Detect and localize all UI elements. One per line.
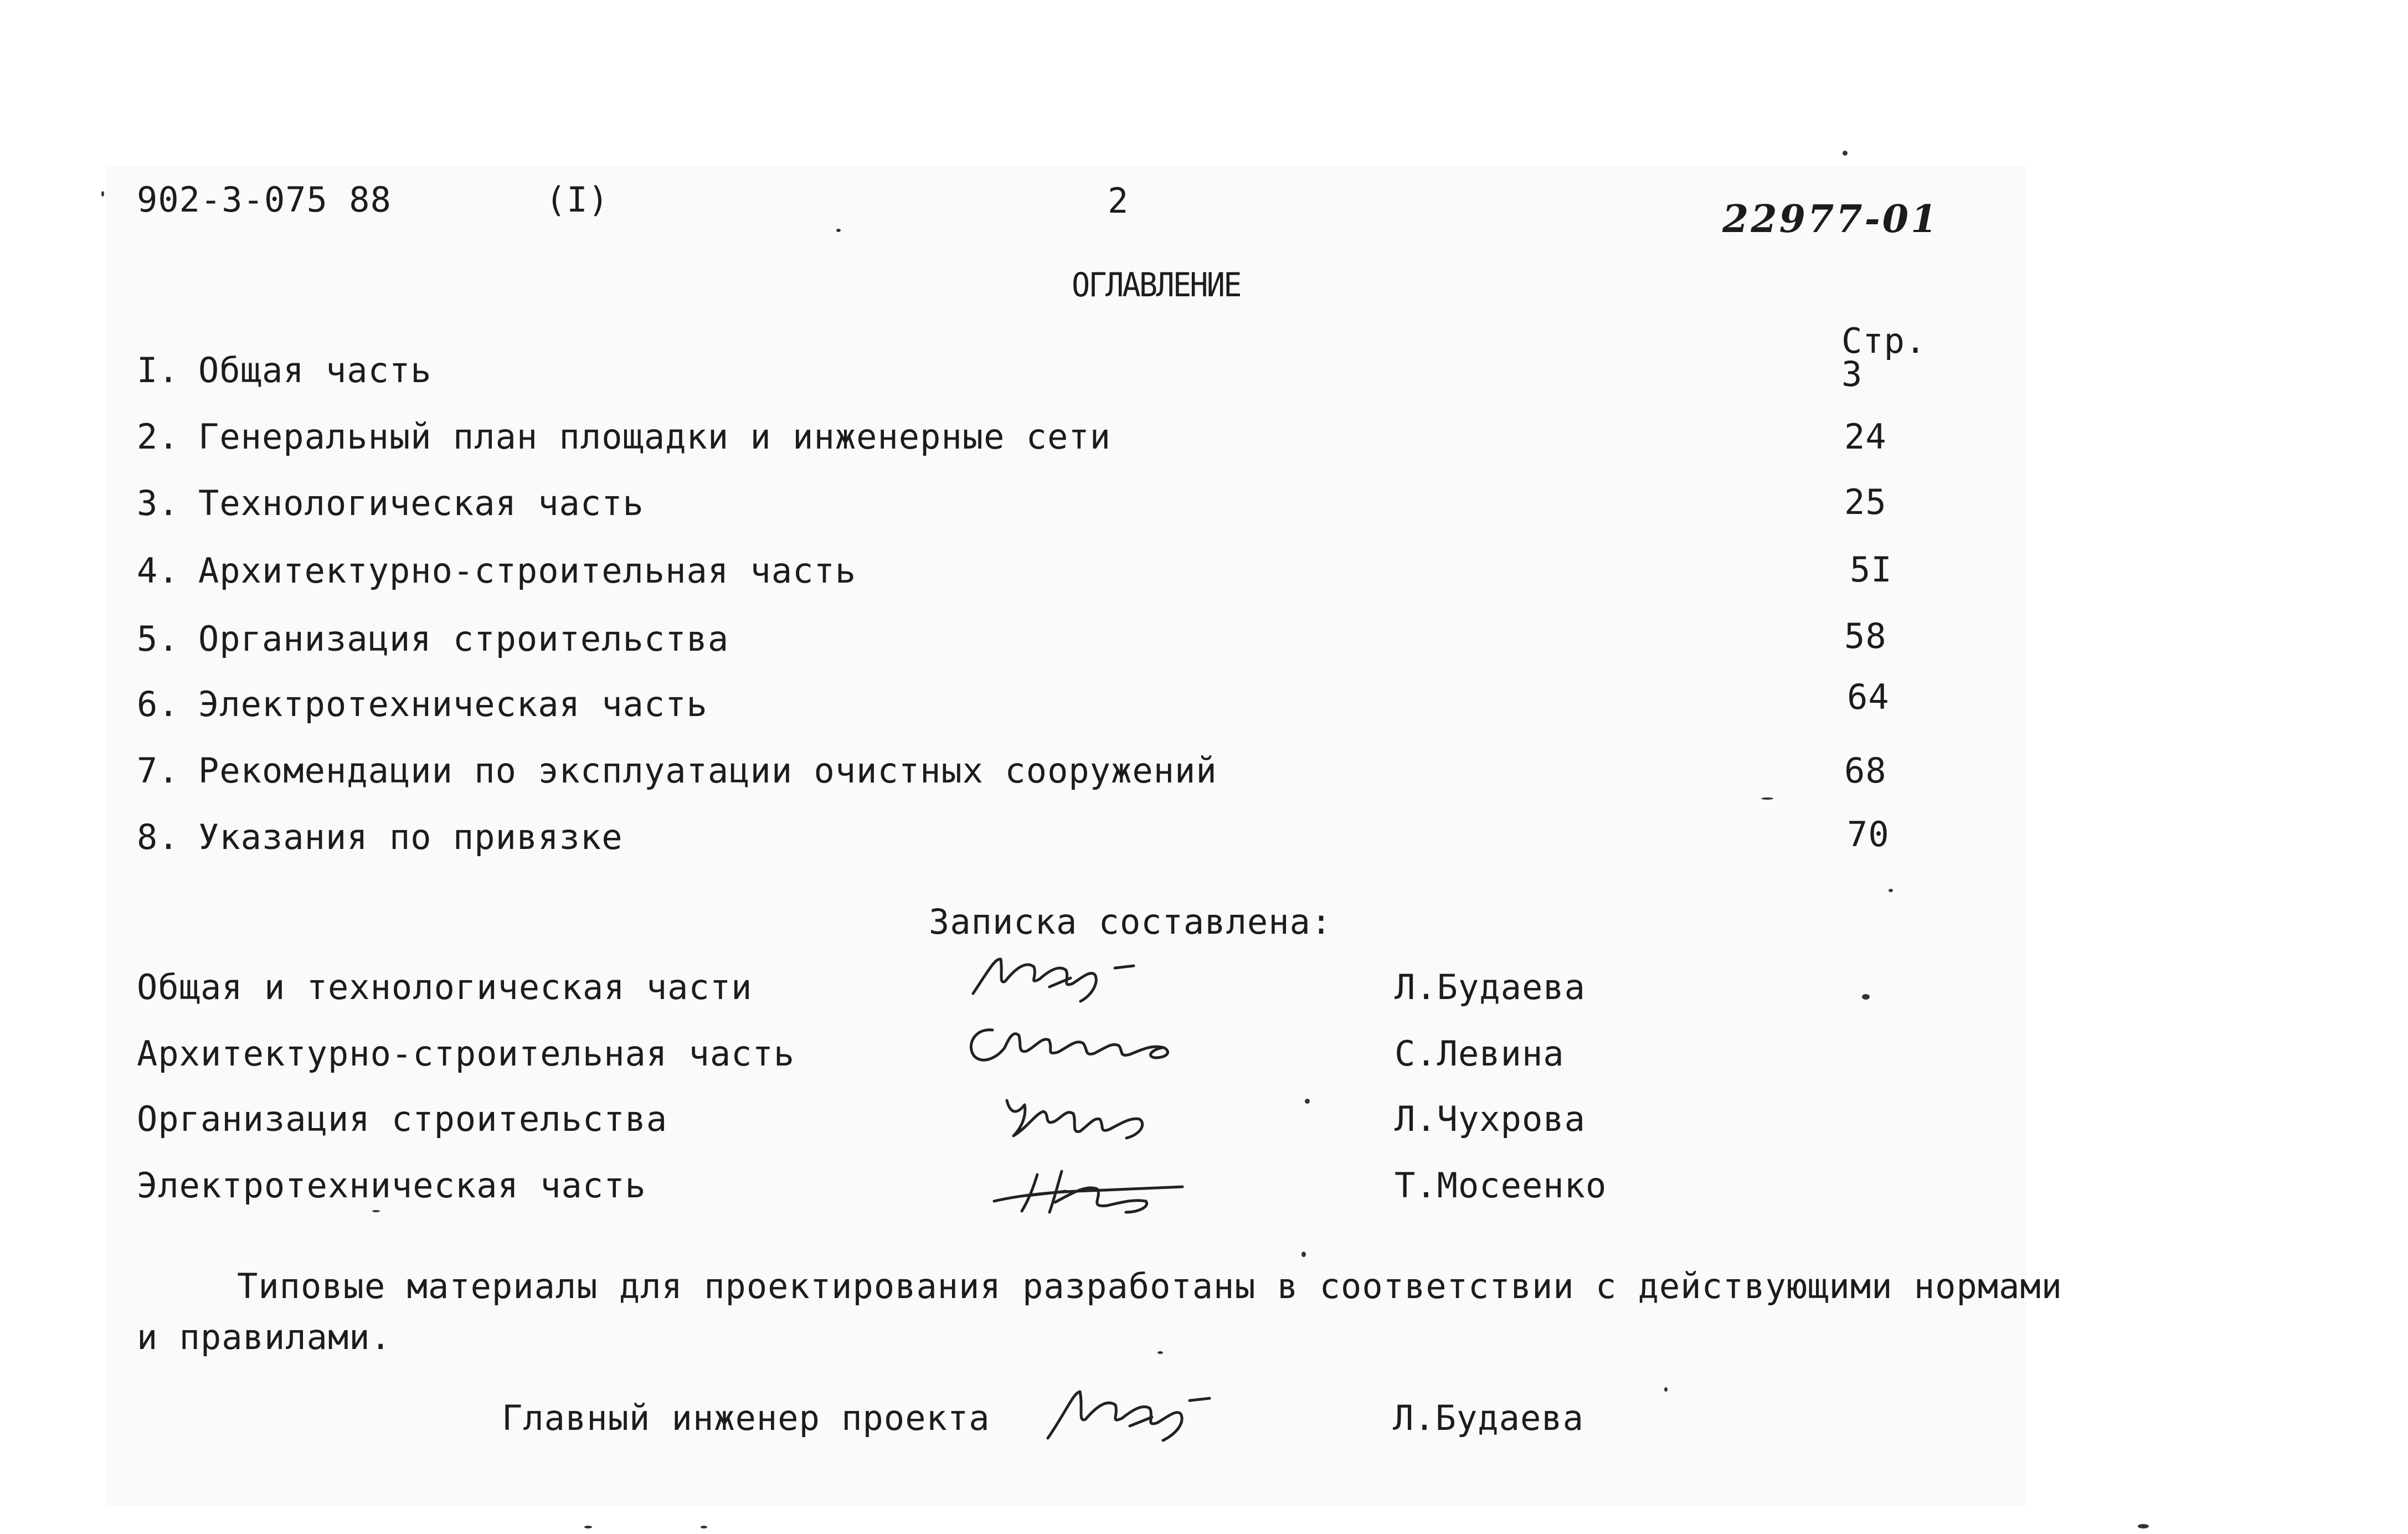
author-name: С.Левина (1395, 1033, 1565, 1074)
item-label: Архитектурно-строительная часть (198, 550, 857, 591)
scan-speck (1664, 1387, 1668, 1392)
item-label: Общая часть (198, 350, 432, 390)
scan-speck (584, 1526, 592, 1528)
item-page: 25 (1844, 482, 1887, 522)
author-name: Т.Мосеенко (1395, 1165, 1607, 1206)
item-label: Электротехническая часть (198, 684, 708, 724)
scan-speck (1862, 994, 1870, 1000)
chief-name: Л.Будаева (1393, 1398, 1584, 1438)
item-number: 5. (137, 619, 179, 659)
item-page: 24 (1844, 416, 1887, 457)
inventory-number: 22977-01 (1722, 197, 1939, 241)
item-label: Рекомендации по эксплуатации очистных сооружений (198, 750, 1217, 791)
scan-speck (1889, 889, 1893, 892)
chief-signature (1041, 1376, 1224, 1448)
author-signature (989, 1155, 1193, 1221)
author-name: Л.Чухрова (1395, 1099, 1586, 1139)
scan-speck (836, 229, 841, 232)
doc-code: 902-3-075 88 (137, 179, 392, 220)
author-section: Организация строительства (137, 1099, 668, 1139)
scan-speck (1305, 1099, 1310, 1104)
author-section: Электротехническая часть (137, 1165, 646, 1206)
page-column-label: Стр. (1841, 321, 1927, 361)
author-signature (958, 1013, 1196, 1074)
item-number: 2. (137, 416, 179, 457)
author-section: Общая и технологическая части (137, 967, 753, 1007)
item-number: 6. (137, 684, 179, 724)
item-page: 5I (1850, 549, 1892, 590)
item-number: 4. (137, 550, 179, 591)
album-number: (I) (546, 179, 609, 220)
item-number: 3. (137, 483, 179, 523)
item-page: 70 (1847, 814, 1890, 854)
contents-title: ОГЛАВЛЕНИЕ (1072, 266, 1241, 305)
item-label: Генеральный план площадки и инженерные сети (198, 416, 1112, 457)
scan-speck (1157, 1351, 1163, 1354)
page-number: 2 (1108, 181, 1129, 221)
item-label: Указания по привязке (198, 817, 623, 857)
item-label: Технологическая часть (198, 483, 644, 523)
author-section: Архитектурно-строительная часть (137, 1033, 795, 1074)
item-page: 68 (1844, 750, 1887, 791)
chief-label: Главный инженер проекта (502, 1398, 990, 1438)
item-page: 64 (1847, 677, 1890, 717)
scan-speck (372, 1210, 380, 1212)
note-line-2: и правилами. (137, 1317, 392, 1357)
scan-speck (1843, 151, 1848, 156)
scan-speck (101, 191, 104, 197)
scan-speck (1301, 1252, 1306, 1257)
item-number: 7. (137, 750, 179, 791)
item-page: 3 (1841, 354, 1863, 394)
authors-heading: Записка составлена: (929, 902, 1332, 942)
item-label: Организация строительства (198, 619, 729, 659)
scan-speck (2138, 1524, 2149, 1528)
scan-speck (1761, 797, 1773, 800)
author-signature (997, 1083, 1180, 1149)
item-page: 58 (1844, 616, 1887, 656)
item-number: 8. (137, 817, 179, 857)
item-number: I. (137, 350, 179, 390)
author-name: Л.Будаева (1395, 967, 1586, 1007)
scan-speck (701, 1526, 707, 1528)
author-signature (966, 948, 1149, 1009)
note-line-1: Типовые материалы для проектирования разработаны в соответствии с действующими нормами (237, 1266, 2063, 1306)
